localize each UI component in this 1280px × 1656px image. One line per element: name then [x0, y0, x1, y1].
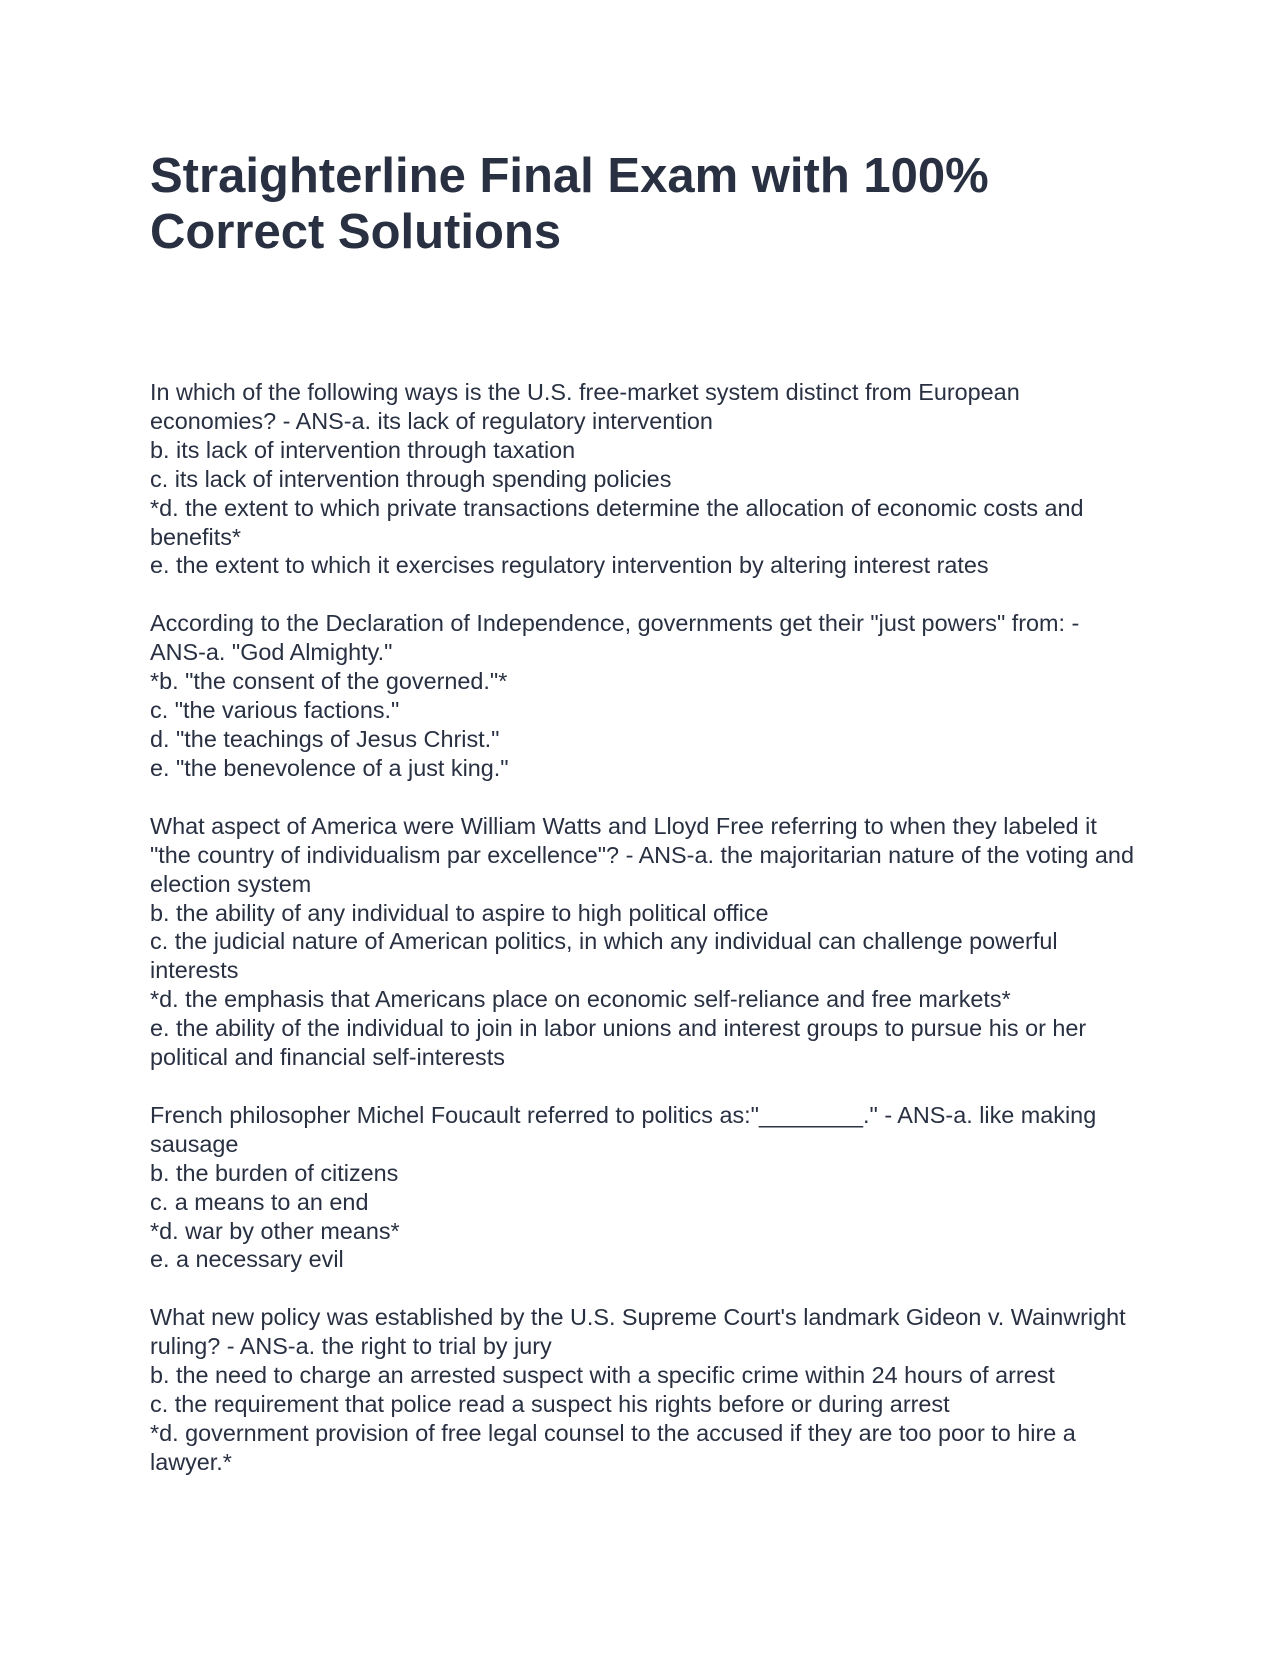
- answer-option: c. a means to an end: [150, 1188, 369, 1215]
- question-text: French philosopher Michel Foucault referred to politics as:"________." - ANS-a. like making sausage: [150, 1101, 1097, 1157]
- question-text: What aspect of America were William Watts and Lloyd Free referring to when they labeled it "the country of individualism par excellence"? - ANS-a. the majoritarian nature of the voting and election system: [150, 812, 1134, 897]
- answer-option: b. its lack of intervention through taxation: [150, 436, 576, 463]
- answer-option: e. a necessary evil: [150, 1246, 344, 1273]
- answer-option: e. the extent to which it exercises regulatory intervention by altering interest rates: [150, 552, 989, 579]
- correct-answer-option: *d. government provision of free legal counsel to the accused if they are too poor to hire a lawyer.*: [150, 1420, 1076, 1475]
- answer-option: c. its lack of intervention through spending policies: [150, 465, 672, 492]
- answer-option: d. "the teachings of Jesus Christ.": [150, 725, 500, 752]
- question-text: According to the Declaration of Independence, governments get their "just powers" from: - ANS-a. "God Almighty.": [150, 610, 1080, 666]
- answer-option: b. the ability of any individual to aspire to high political office: [150, 899, 769, 926]
- question-text: What new policy was established by the U.S. Supreme Court's landmark Gideon v. Wainwright ruling? - ANS-a. the right to trial by jury: [150, 1304, 1126, 1360]
- correct-answer-option: *d. war by other means*: [150, 1217, 400, 1244]
- correct-answer-option: *b. "the consent of the governed."*: [150, 668, 508, 695]
- correct-answer-option: *d. the extent to which private transactions determine the allocation of economic costs and benefits*: [150, 494, 1084, 550]
- question-block: [150, 609, 1140, 782]
- question-block: [150, 812, 1140, 1072]
- document-title: Straighterline Final Exam with 100% Correct Solutions: [150, 149, 989, 259]
- answer-option: b. the need to charge an arrested suspect with a specific crime within 24 hours of arrest: [150, 1362, 1055, 1389]
- answer-option: e. the ability of the individual to join in labor unions and interest groups to pursue his or her political and financial self-interests: [150, 1015, 1087, 1071]
- answer-option: c. the requirement that police read a suspect his rights before or during arrest: [150, 1391, 950, 1418]
- answer-option: e. "the benevolence of a just king.": [150, 754, 509, 781]
- question-list: [150, 378, 1140, 1506]
- correct-answer-option: *d. the emphasis that Americans place on economic self-reliance and free markets*: [150, 986, 1011, 1013]
- document-page: [150, 148, 1140, 1475]
- question-block: [150, 378, 1140, 580]
- answer-option: c. "the various factions.": [150, 697, 400, 724]
- answer-option: b. the burden of citizens: [150, 1159, 399, 1186]
- question-text: In which of the following ways is the U.S. free-market system distinct from European economies? - ANS-a. its lack of regulatory intervention: [150, 379, 1020, 434]
- question-block: [150, 1303, 1140, 1476]
- question-block: [150, 1101, 1140, 1274]
- answer-option: c. the judicial nature of American politics, in which any individual can challenge powerful interests: [150, 928, 1058, 984]
